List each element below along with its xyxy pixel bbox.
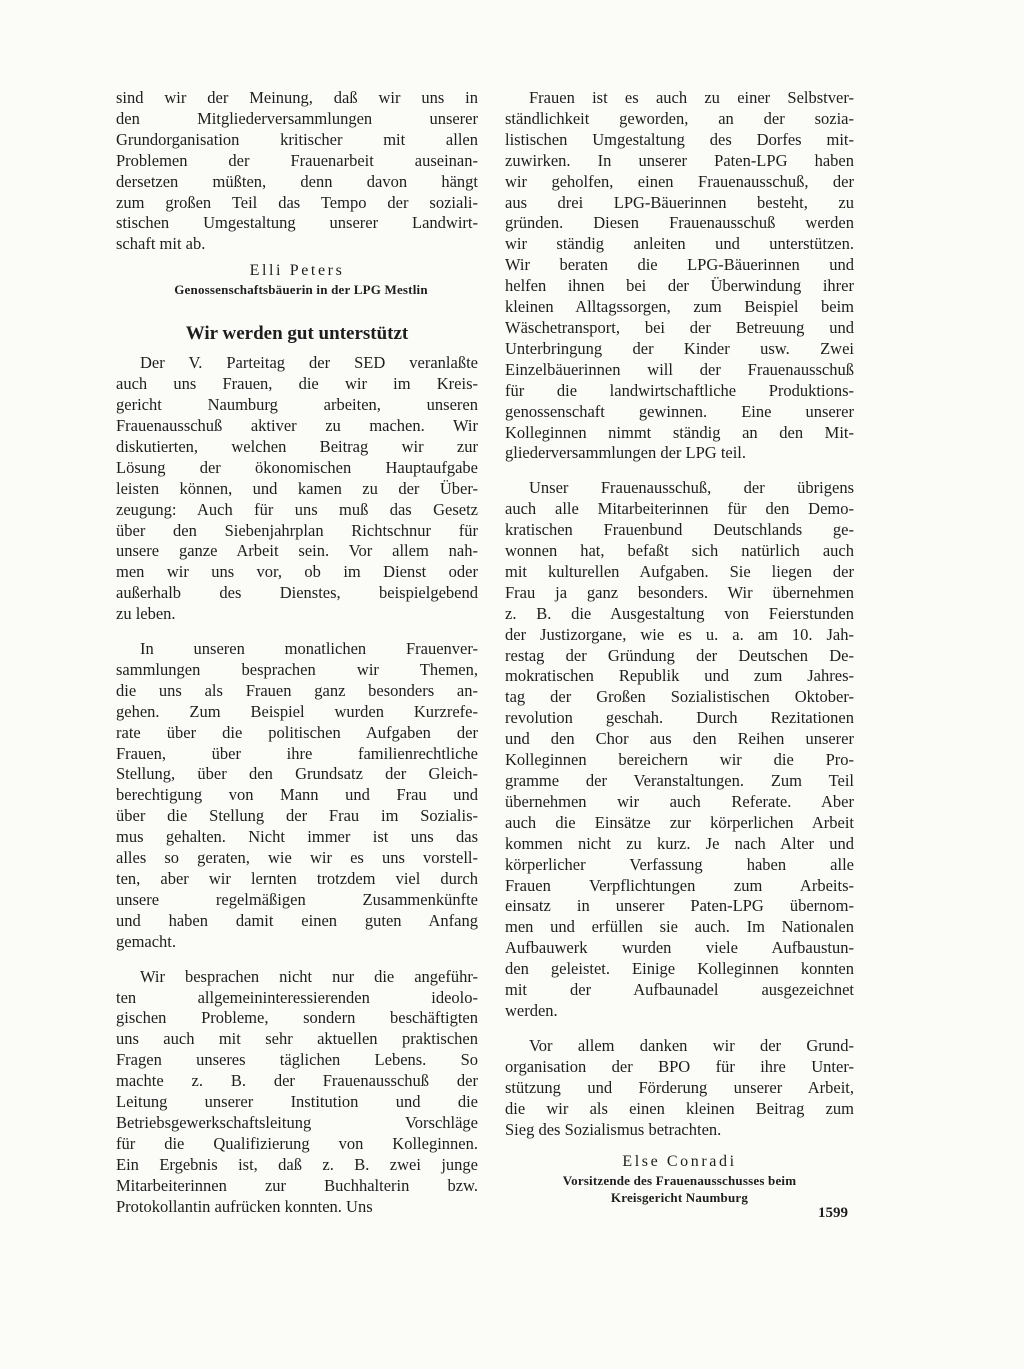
text-line: men wir uns vor, ob im Dienst oder <box>116 562 478 582</box>
text-line: aus drei LPG-Bäuerinnen besteht, zu <box>505 192 854 212</box>
text-line: auch uns Frauen, die wir im Kreis- <box>116 374 478 394</box>
text-line: stützung und Förderung unserer Arbeit, <box>505 1077 854 1097</box>
text-line: körperlicher Verfassung haben alle <box>505 854 854 874</box>
text-line: dersetzen müßten, denn davon hängt <box>116 171 478 191</box>
paragraph <box>116 353 478 625</box>
text-line: für die landwirtschaftliche Produktions- <box>505 380 854 400</box>
text-line: helfen ihnen bei der Überwindung ihrer <box>505 276 854 296</box>
text-line: Sieg des Sozialismus betrachten. <box>505 1119 722 1139</box>
text-line: mit der Aufbaunadel ausgezeichnet <box>505 980 854 1000</box>
left-paragraphs <box>116 353 478 1217</box>
text-line: für die Qualifizierung von Kolleginnen. <box>116 1133 478 1153</box>
text-line: Unterbringung der Kinder usw. Zwei <box>505 338 854 358</box>
text-line: schaft mit ab. <box>116 234 206 254</box>
text-line: zum großen Teil das Tempo der soziali- <box>116 192 478 212</box>
text-line: unsere regelmäßigen Zusammenkünfte <box>116 889 478 909</box>
text-line: z. B. die Ausgestaltung von Feierstunden <box>505 603 854 623</box>
text-line: unsere ganze Arbeit sein. Vor allem nah- <box>116 541 478 561</box>
text-line: Fragen unseres täglichen Lebens. So <box>116 1050 478 1070</box>
text-line: kommen nicht zu kurz. Je nach Alter und <box>505 833 854 853</box>
text-line: Kolleginnen bereichern wir die Pro- <box>505 750 854 770</box>
text-line: Frauen ist es auch zu einer Selbstver- <box>529 88 854 107</box>
text-line: Der V. Parteitag der SED veranlaßte <box>140 353 478 373</box>
text-line: gemacht. <box>116 931 177 951</box>
text-line: Kolleginnen nimmt ständig an den Mit- <box>505 422 854 442</box>
text-line: und haben damit einen guten Anfang <box>116 910 478 930</box>
text-line: gründen. Diesen Frauenausschuß werden <box>505 213 854 233</box>
text-line: restag der Gründung der Deutschen De- <box>505 645 854 665</box>
article-heading: Wir werden gut unterstützt <box>185 323 409 345</box>
text-line: auch die Einsätze zur körperlichen Arbeit <box>505 812 854 832</box>
text-line: berechtigung von Mann und Frau und <box>116 785 478 805</box>
text-line: werden. <box>505 1000 558 1020</box>
text-line: zuwirken. In unserer Paten-LPG haben <box>505 150 854 170</box>
text-line: Problemen der Frauenarbeit auseinan- <box>116 150 478 170</box>
text-line: Lösung der ökonomischen Hauptaufgabe <box>116 457 478 477</box>
text-line: men und erfüllen sie auch. Im Nationalen <box>505 917 854 937</box>
text-line: revolution geschah. Durch Rezitationen <box>505 708 854 728</box>
text-line: tag der Großen Sozialistischen Oktober- <box>505 687 854 707</box>
text-line: uns auch mit sehr aktuellen praktischen <box>116 1029 478 1049</box>
intro-paragraph <box>116 88 478 255</box>
text-line: kratischen Frauenbund Deutschlands ge- <box>505 520 854 540</box>
text-line: die wir als einen kleinen Beitrag zum <box>505 1098 854 1118</box>
text-line: Betriebsgewerkschaftsleitung Vorschläge <box>116 1112 478 1132</box>
text-line: gliederversammlungen der LPG teil. <box>505 443 747 463</box>
text-line: diskutierten, welchen Beitrag wir zur <box>116 436 478 456</box>
signature-name-elli-peters: Elli Peters <box>249 262 345 280</box>
text-line: wir geholfen, einen Frauenausschuß, der <box>505 171 854 191</box>
text-line: listischen Umgestaltung des Dorfes mit- <box>505 129 854 149</box>
text-line: außerhalb des Dienstes, beispielgebend <box>116 583 478 603</box>
text-line: Mitarbeiterinnen zur Buchhalterin bzw. <box>116 1175 478 1195</box>
text-line: genossenschaft gewinnen. Eine unserer <box>505 401 854 421</box>
text-line: mokratischen Republik und zum Jahres- <box>505 666 854 686</box>
right-column <box>505 88 854 1206</box>
text-line: Leitung unserer Institution und die <box>116 1092 478 1112</box>
text-line: Stellung, über den Grundsatz der Gleich- <box>116 764 478 784</box>
text-line: der Justizorgane, wie es u. a. am 10. Jah- <box>505 624 854 644</box>
paragraph <box>505 1036 854 1141</box>
left-column <box>116 88 478 1232</box>
right-paragraphs <box>505 88 854 1140</box>
text-line: Frau ja ganz besonders. Wir übernehmen <box>505 582 854 602</box>
text-line: sammlungen besprachen wir Themen, <box>116 659 478 679</box>
signature-role-line-2: Kreisgericht Naumburg <box>610 1190 749 1206</box>
text-line: rate über die politischen Aufgaben der <box>116 722 478 742</box>
text-line: den Mitgliederversammlungen unserer <box>116 108 478 128</box>
text-line: Aufbauwerk wurden viele Aufbaustun- <box>505 938 854 958</box>
text-line: sind wir der Meinung, daß wir uns in <box>116 88 478 107</box>
text-line: Einzelbäuerinnen will der Frauenausschuß <box>505 359 854 379</box>
text-line: gehen. Zum Beispiel wurden Kurzrefe- <box>116 701 478 721</box>
signature-role-elli-peters: Genossenschaftsbäuerin in der LPG Mestlin <box>174 282 428 298</box>
signature-role-line-1: Vorsitzende des Frauenausschusses beim <box>562 1173 797 1189</box>
text-line: den geleistet. Einige Kolleginnen konnten <box>505 959 854 979</box>
text-line: zeugung: Auch für uns muß das Gesetz <box>116 499 478 519</box>
signature-name-else-conradi: Else Conradi <box>622 1153 737 1171</box>
text-line: Grundorganisation kritischer mit allen <box>116 129 478 149</box>
text-line: kleinen Alltagssorgen, zum Beispiel beim <box>505 297 854 317</box>
paragraph <box>505 478 854 1022</box>
text-line: gischen Probleme, sondern beschäftigten <box>116 1008 478 1028</box>
text-line: ständlichkeit geworden, an der sozia- <box>505 108 854 128</box>
text-line: ten allgemeininteressierenden ideolo- <box>116 987 478 1007</box>
text-line: organisation der BPO für ihre Unter- <box>505 1056 854 1076</box>
text-line: Frauen, über ihre familienrechtliche <box>116 743 478 763</box>
text-line: In unseren monatlichen Frauenver- <box>140 639 478 659</box>
text-line: leisten können, und kamen zu der Über- <box>116 478 478 498</box>
text-line: ten, aber wir lernten trotzdem viel durch <box>116 869 478 888</box>
text-line: gramme der Veranstaltungen. Zum Teil <box>505 771 854 790</box>
text-line: auch alle Mitarbeiterinnen für den Demo- <box>505 499 854 519</box>
paragraph <box>116 967 478 1218</box>
text-line: Frauen Verpflichtungen zum Arbeits- <box>505 875 854 895</box>
text-line: über die Stellung der Frau im Sozialis- <box>116 806 478 826</box>
text-line: und den Chor aus den Reihen unserer <box>505 729 854 749</box>
text-line: Unser Frauenausschuß, der übrigens <box>529 478 854 498</box>
text-line: wir ständig anleiten und unterstützen. <box>505 234 854 254</box>
text-line: zu leben. <box>116 604 176 624</box>
paragraph <box>116 639 478 953</box>
text-line: Wäschetransport, bei der Betreuung und <box>505 317 854 337</box>
text-line: mus gehalten. Nicht immer ist uns das <box>116 827 478 847</box>
text-line: Wir besprachen nicht nur die angeführ- <box>140 966 478 986</box>
text-line: übernehmen wir auch Referate. Aber <box>505 791 854 811</box>
text-line: Vor allem danken wir der Grund- <box>529 1035 854 1055</box>
text-line: wonnen hat, befaßt sich natürlich auch <box>505 541 854 561</box>
text-line: über den Siebenjahrplan Richtschnur für <box>116 520 478 540</box>
text-line: alles so geraten, wie wir es uns vorstell- <box>116 848 478 868</box>
text-line: machte z. B. der Frauenausschuß der <box>116 1071 478 1091</box>
text-line: Ein Ergebnis ist, daß z. B. zwei junge <box>116 1154 478 1174</box>
text-line: einsatz in unserer Paten-LPG übernom- <box>505 896 854 916</box>
paragraph <box>505 88 854 464</box>
text-line: Wir beraten die LPG-Bäuerinnen und <box>505 255 854 275</box>
text-line: mit kulturellen Aufgaben. Sie liegen der <box>505 561 854 581</box>
text-line: Protokollantin aufrücken konnten. Uns <box>116 1196 373 1216</box>
text-line: Frauenausschuß aktiver zu machen. Wir <box>116 415 478 435</box>
text-line: gericht Naumburg arbeiten, unseren <box>116 395 478 415</box>
page-number: 1599 <box>818 1205 848 1221</box>
text-line: stischen Umgestaltung unserer Landwirt- <box>116 213 478 233</box>
text-line: die uns als Frauen ganz besonders an- <box>116 680 478 700</box>
